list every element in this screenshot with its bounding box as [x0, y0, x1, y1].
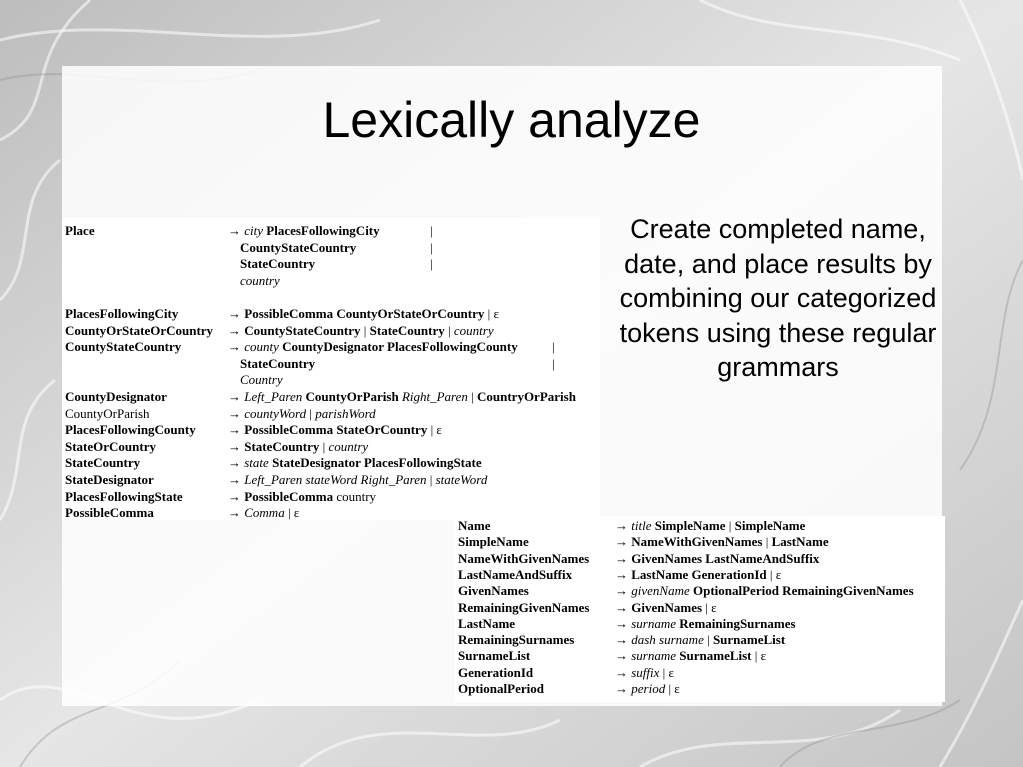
- slide-bullet-text: Create completed name, date, and place results by combining our categorized tokens using these regular grammars: [619, 214, 937, 382]
- rule-token: PossibleComma CountyOrStateOrCountry: [244, 306, 485, 321]
- rule-token: CountyOrParish: [302, 389, 402, 404]
- rule-rhs: [615, 615, 796, 632]
- rule-token: NameWithGivenNames: [631, 534, 763, 550]
- rule-lhs: RemainingGivenNames: [458, 599, 590, 615]
- rule-token: →: [615, 664, 632, 680]
- rule-token: OptionalPeriod RemainingGivenNames: [689, 583, 914, 599]
- grammar-rule: [455, 550, 945, 567]
- grammar-rule: [455, 615, 945, 632]
- rule-token: Right_Paren: [401, 389, 468, 404]
- rule-rhs: [228, 388, 576, 405]
- rule-token: period: [631, 681, 666, 696]
- rule-token: | ε: [427, 422, 442, 438]
- grammar-rule: [62, 421, 600, 438]
- alternative-bar: |: [430, 223, 433, 238]
- rule-lhs: Name: [458, 518, 491, 533]
- rule-rhs: [615, 533, 829, 550]
- rule-lhs: PlacesFollowingState: [65, 488, 183, 504]
- rule-token: | ε: [659, 664, 674, 680]
- rule-token: →: [615, 566, 632, 582]
- rule-token: PossibleComma StateOrCountry: [244, 422, 428, 438]
- rule-rhs: [228, 454, 482, 471]
- grammar-rule: [455, 517, 945, 534]
- rule-lhs: LastName: [458, 615, 516, 631]
- rule-token: →: [615, 632, 632, 648]
- rule-token: surname: [631, 648, 677, 664]
- rule-token: LastName GenerationId: [631, 566, 767, 582]
- rule-token: | ε: [766, 566, 782, 582]
- slide-title: Lexically analyze: [322, 92, 701, 148]
- rule-rhs: [240, 371, 283, 388]
- rule-token: country: [333, 488, 377, 504]
- rule-rhs: [615, 664, 674, 681]
- rule-token: state: [244, 455, 269, 471]
- rule-token: →: [615, 681, 632, 696]
- alternative-bar: |: [430, 239, 433, 255]
- rule-token: →: [228, 422, 245, 438]
- rule-token: →: [615, 615, 632, 631]
- rule-token: suffix: [631, 664, 660, 680]
- rule-rhs: [615, 599, 717, 616]
- rule-token: StateCountry: [240, 355, 316, 371]
- rule-lhs: StateDesignator: [65, 472, 154, 487]
- rule-token: →: [228, 472, 245, 487]
- rule-rhs: [240, 355, 315, 372]
- place-grammar-table: [62, 218, 600, 520]
- alternative-bar: |: [552, 339, 555, 355]
- grammar-rule: [62, 488, 600, 505]
- grammar-rule: [455, 664, 945, 681]
- rule-token: →: [228, 306, 245, 321]
- rule-rhs: [615, 680, 680, 697]
- rule-token: countyWord: [244, 405, 307, 421]
- rule-token: Left_Paren stateWord Right_Paren: [244, 472, 427, 487]
- rule-lhs: StateOrCountry: [65, 438, 156, 454]
- rule-token: title: [631, 518, 652, 533]
- rule-rhs: [240, 255, 315, 272]
- rule-token: CountyStateCountry: [240, 239, 357, 255]
- rule-rhs: [228, 471, 487, 488]
- grammar-rule: [455, 566, 945, 583]
- grammar-rule: [62, 388, 600, 405]
- grammar-rule: [62, 222, 600, 239]
- rule-rhs: [615, 550, 819, 567]
- rule-token: Left_Paren: [244, 389, 303, 404]
- grammar-rule: [62, 438, 600, 455]
- rule-lhs: RemainingSurnames: [458, 632, 575, 648]
- rule-token: parishWord: [315, 405, 376, 421]
- rule-lhs: Place: [65, 223, 95, 238]
- rule-lhs: CountyStateCountry: [65, 339, 182, 355]
- rule-rhs: [228, 504, 299, 521]
- grammar-rule: [455, 631, 945, 648]
- rule-token: | ε: [665, 681, 680, 696]
- rule-lhs: PlacesFollowingCity: [65, 306, 179, 321]
- rule-token: |: [725, 518, 735, 533]
- rule-rhs: [615, 517, 805, 534]
- rule-rhs: [240, 272, 280, 289]
- rule-token: →: [228, 405, 245, 421]
- rule-token: stateWord: [435, 472, 488, 487]
- rule-rhs: [240, 239, 356, 256]
- rule-lhs: GenerationId: [458, 664, 534, 680]
- name-grammar-table: [455, 516, 945, 702]
- grammar-rule: [62, 355, 600, 372]
- grammar-rule: [62, 239, 600, 256]
- rule-lhs: PossibleComma: [65, 505, 154, 521]
- rule-token: county: [244, 339, 279, 355]
- rule-token: | ε: [751, 648, 767, 664]
- rule-rhs: [228, 488, 376, 505]
- rule-token: CountyStateCountry: [244, 322, 361, 338]
- rule-token: SimpleName: [651, 518, 726, 533]
- rule-rhs: [228, 405, 376, 422]
- grammar-rule: [62, 454, 600, 471]
- grammar-rule: [455, 680, 945, 697]
- grammar-rule: [62, 405, 600, 422]
- grammar-rule: [455, 647, 945, 664]
- grammar-rule: [455, 599, 945, 616]
- rule-lhs: PlacesFollowingCounty: [65, 422, 196, 438]
- rule-token: →: [615, 648, 632, 664]
- grammar-rule: [455, 533, 945, 550]
- rule-token: |: [467, 389, 477, 404]
- rule-token: →: [615, 583, 632, 599]
- rule-token: |: [444, 322, 454, 338]
- rule-token: →: [228, 455, 245, 471]
- rule-token: surname: [631, 615, 677, 631]
- rule-rhs: [615, 631, 785, 648]
- rule-rhs: [615, 566, 781, 583]
- rule-token: →: [228, 505, 245, 521]
- rule-token: →: [615, 550, 632, 566]
- rule-token: →: [228, 488, 245, 504]
- rule-token: | ε: [484, 306, 499, 321]
- rule-token: Country: [240, 372, 283, 388]
- rule-rhs: [228, 421, 442, 438]
- rule-rhs: [228, 305, 499, 322]
- rule-token: SurnameList: [676, 648, 752, 664]
- rule-token: | ε: [284, 505, 300, 521]
- rule-token: PossibleComma: [244, 488, 334, 504]
- rule-rhs: [228, 338, 518, 355]
- rule-token: CountryOrParish: [477, 389, 576, 404]
- grammar-rule: [62, 322, 600, 339]
- rule-token: →: [615, 518, 632, 533]
- rule-token: CountyDesignator PlacesFollowingCounty: [278, 339, 518, 355]
- rule-token: givenName: [631, 583, 690, 599]
- rule-token: →: [228, 389, 245, 404]
- rule-lhs: CountyDesignator: [65, 389, 167, 404]
- rule-token: RemainingSurnames: [676, 615, 796, 631]
- rule-token: GivenNames LastNameAndSuffix: [631, 550, 820, 566]
- rule-lhs: SurnameList: [458, 648, 531, 664]
- grammar-rule: [62, 305, 600, 322]
- rule-token: |: [426, 472, 436, 487]
- rule-token: StateCountry: [240, 256, 316, 272]
- rule-token: city: [244, 223, 264, 238]
- rule-token: →: [615, 534, 632, 550]
- rule-lhs: SimpleName: [458, 534, 529, 550]
- rule-token: →: [228, 223, 245, 238]
- rule-lhs: LastNameAndSuffix: [458, 566, 573, 582]
- rule-token: country: [240, 272, 280, 288]
- rule-rhs: [228, 438, 368, 455]
- rule-lhs: OptionalPeriod: [458, 681, 544, 696]
- grammar-rule: [62, 255, 600, 272]
- rule-rhs: [228, 322, 494, 339]
- rule-token: |: [360, 322, 370, 338]
- rule-rhs: [615, 582, 914, 599]
- grammar-rule: [455, 582, 945, 599]
- rule-token: |: [306, 405, 316, 421]
- alternative-bar: |: [552, 355, 555, 371]
- rule-token: StateCountry: [244, 438, 320, 454]
- rule-token: →: [228, 339, 245, 355]
- rule-token: GivenNames: [631, 599, 703, 615]
- rule-token: StateCountry: [369, 322, 445, 338]
- grammar-rule: [62, 371, 600, 388]
- rule-token: →: [228, 438, 245, 454]
- rule-token: |: [319, 438, 329, 454]
- rule-token: | ε: [702, 599, 717, 615]
- rule-rhs: [228, 222, 380, 239]
- rule-token: dash surname: [631, 632, 704, 648]
- rule-lhs: NameWithGivenNames: [458, 550, 590, 566]
- rule-token: LastName: [771, 534, 829, 550]
- grammar-rule: [62, 338, 600, 355]
- alternative-bar: |: [430, 256, 433, 272]
- rule-rhs: [615, 647, 766, 664]
- rule-token: SimpleName: [734, 518, 806, 533]
- rule-lhs: CountyOrParish: [65, 405, 150, 421]
- rule-lhs: StateCountry: [65, 455, 141, 471]
- grammar-rule: [62, 471, 600, 488]
- rule-token: SurnameList: [712, 632, 786, 648]
- rule-token: country: [328, 438, 369, 454]
- rule-token: |: [762, 534, 772, 550]
- rule-token: Comma: [244, 505, 285, 521]
- rule-token: |: [703, 632, 713, 648]
- rule-token: →: [228, 322, 245, 338]
- rule-token: country: [453, 322, 494, 338]
- rule-token: StateDesignator PlacesFollowingState: [268, 455, 482, 471]
- grammar-rule: [62, 288, 600, 305]
- rule-token: PlacesFollowingCity: [263, 223, 380, 238]
- rule-token: →: [615, 599, 632, 615]
- rule-lhs: GivenNames: [458, 583, 529, 599]
- rule-lhs: CountyOrStateOrCountry: [65, 322, 214, 338]
- grammar-rule: [62, 272, 600, 289]
